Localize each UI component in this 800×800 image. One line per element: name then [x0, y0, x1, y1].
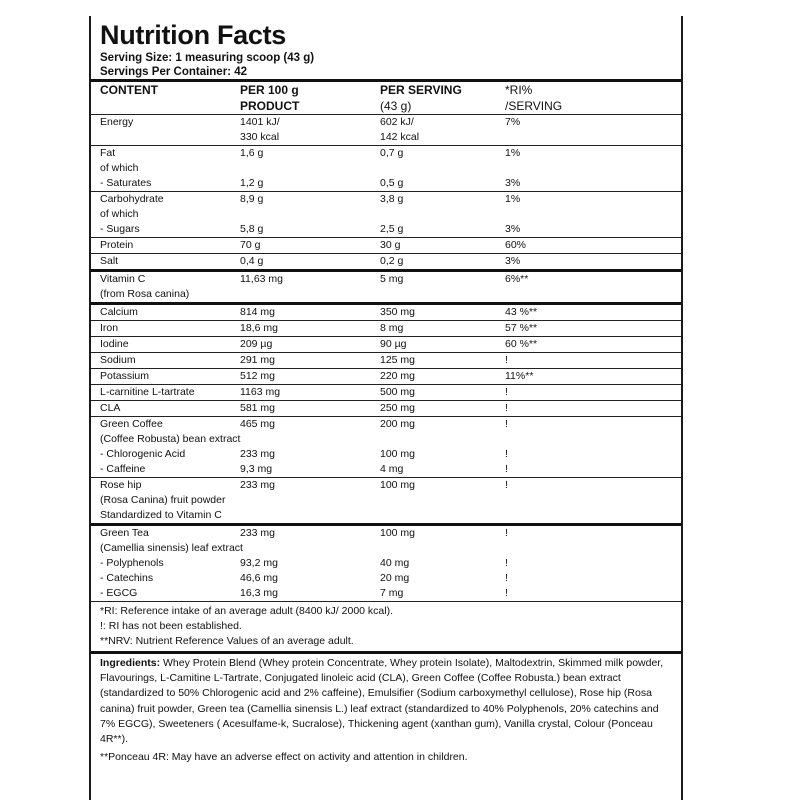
nutrient-name: (Coffee Robusta) bean extract	[100, 433, 241, 445]
per-serving-value	[371, 508, 496, 523]
per-100g-value: 233 mg	[240, 527, 276, 539]
per-100g-value: 814 mg	[240, 306, 276, 318]
per-serving-value: 142 kcal	[380, 131, 420, 143]
nutrient-name: Vitamin C	[100, 273, 146, 285]
nutrient-group	[91, 477, 681, 523]
ri-percent-value: 3%	[505, 223, 521, 235]
nutrient-group	[91, 336, 681, 352]
ri-percent-value	[496, 287, 685, 302]
per-100g-value: 1,6 g	[240, 147, 264, 159]
per-100g-value	[231, 541, 371, 556]
ri-percent-value: 3%	[505, 255, 521, 267]
per-serving-value	[371, 287, 496, 302]
ponceau-note: **Ponceau 4R: May have an adverse effect on activity and attention in children.	[100, 751, 468, 764]
per-100g-value: 581 mg	[240, 402, 276, 414]
nutrient-name: - EGCG	[100, 587, 138, 599]
nutrient-group	[91, 191, 681, 237]
per-serving-value: 40 mg	[380, 557, 410, 569]
nutrient-group	[91, 384, 681, 400]
nutrient-group	[91, 145, 681, 191]
ri-percent-value: !	[505, 479, 508, 491]
ri-percent-value: !	[505, 572, 508, 584]
nutrient-name: - Catechins	[100, 572, 154, 584]
per-100g-value: 16,3 mg	[240, 587, 278, 599]
header-per-100g: PER 100 g PRODUCT	[240, 83, 300, 113]
per-100g-value: 330 kcal	[240, 131, 280, 143]
nutrient-table	[91, 79, 681, 601]
footnotes	[91, 601, 681, 651]
per-100g-value: 465 mg	[240, 418, 276, 430]
nutrient-group	[91, 253, 681, 269]
header-ri-percent: *RI% /SERVING	[505, 83, 563, 113]
per-serving-value: 250 mg	[380, 402, 416, 414]
ingredients-label: Ingredients:	[100, 657, 161, 669]
ri-percent-value: !	[505, 557, 508, 569]
ri-percent-value: !	[505, 418, 508, 430]
nutrient-group	[91, 416, 681, 477]
per-100g-value	[231, 207, 371, 222]
per-100g-value: 512 mg	[240, 370, 276, 382]
nutrient-name: - Sugars	[100, 223, 140, 235]
ri-percent-value	[496, 130, 685, 145]
nutrient-name: of which	[100, 162, 139, 174]
per-serving-value: 5 mg	[380, 273, 404, 285]
per-serving-value: 2,5 g	[380, 223, 404, 235]
per-100g-value: 8,9 g	[240, 193, 264, 205]
nutrient-name: Calcium	[100, 306, 138, 318]
nutrient-name: Salt	[100, 255, 119, 267]
nutrient-group	[91, 320, 681, 336]
nutrient-name: (Rosa Canina) fruit powder	[100, 494, 226, 506]
per-100g-value	[231, 508, 371, 523]
nutrient-group	[91, 114, 681, 145]
ri-percent-value: 1%	[505, 193, 521, 205]
serving-size: Serving Size: 1 measuring scoop (43 g)	[100, 52, 315, 64]
ri-percent-value	[496, 161, 685, 176]
nutrient-name: Standardized to Vitamin C	[100, 509, 222, 521]
ri-percent-value: 1%	[505, 147, 521, 159]
per-100g-value: 11,63 mg	[240, 273, 283, 285]
per-100g-value: 291 mg	[240, 354, 276, 366]
per-100g-value: 233 mg	[240, 448, 276, 460]
nutrient-name: Rose hip	[100, 479, 142, 491]
nutrient-name: Protein	[100, 239, 134, 251]
nutrient-name: CLA	[100, 402, 121, 414]
ri-percent-value	[496, 541, 685, 556]
per-100g-value: 70 g	[240, 239, 261, 251]
per-100g-value: 1,2 g	[240, 177, 264, 189]
per-serving-value: 100 mg	[380, 527, 416, 539]
nutrient-group	[91, 237, 681, 253]
nutrient-name: - Chlorogenic Acid	[100, 448, 186, 460]
per-100g-value: 46,6 mg	[240, 572, 278, 584]
per-serving-value: 90 µg	[380, 338, 407, 350]
ri-percent-value: !	[505, 587, 508, 599]
nutrient-name	[91, 130, 231, 145]
ri-percent-value: 60 %**	[505, 338, 538, 350]
nutrient-name: - Saturates	[100, 177, 152, 189]
per-serving-value: 100 mg	[380, 479, 416, 491]
per-100g-value	[231, 493, 371, 508]
ri-percent-value: !	[505, 354, 508, 366]
ri-percent-value	[496, 508, 685, 523]
nutrient-name: Potassium	[100, 370, 150, 382]
per-serving-value: 0,2 g	[380, 255, 404, 267]
per-serving-value: 20 mg	[380, 572, 410, 584]
ingredients-text: Whey Protein Blend (Whey protein Concentrate, Whey protein Isolate), Maltodextrin, Skimmed milk powder, Flavourings, L-Camitine L-Tartrate, Conjugated linoleic acid (CLA), Green Coffee (Coffee Robusta.) bean extract (standardized to 50% Chlorogenic acid and 2% caffeine), Emulsifier (Sodium carboxymethyl cellulose), Rose hip (Rosa canina) fruit powder, Green tea (Camellia sinensis L.) leaf extract (standardized to 40% Polyphenols, 20% catechins and 7% EGCG), Sweeteners ( Acesulfame-k, Sucralose), Thickening agent (xanthan gum), Vanilla crystal, Colour (Ponceau 4R**).	[100, 657, 664, 746]
per-serving-value: 220 mg	[380, 370, 416, 382]
per-100g-value: 5,8 g	[240, 223, 264, 235]
nutrient-name: L-carnitine L-tartrate	[100, 386, 195, 398]
ri-percent-value: 43 %**	[505, 306, 538, 318]
ri-percent-value: !	[505, 402, 508, 414]
per-100g-value: 209 µg	[240, 338, 273, 350]
per-serving-value: 30 g	[380, 239, 401, 251]
ingredients-block	[91, 651, 681, 767]
per-serving-value: 602 kJ/	[380, 116, 414, 128]
per-100g-value	[231, 161, 371, 176]
per-serving-value: 8 mg	[380, 322, 404, 334]
ri-percent-value	[496, 207, 685, 222]
per-100g-value: 93,2 mg	[240, 557, 278, 569]
label-title: Nutrition Facts	[100, 20, 287, 50]
per-serving-value: 4 mg	[380, 463, 404, 475]
nutrient-name: (from Rosa canina)	[100, 288, 190, 300]
per-100g-value: 1163 mg	[240, 386, 281, 398]
ri-percent-value	[496, 493, 685, 508]
per-serving-value	[371, 432, 496, 447]
ri-percent-value	[496, 432, 685, 447]
per-serving-value	[371, 161, 496, 176]
per-serving-value: 125 mg	[380, 354, 416, 366]
ri-percent-value: !	[505, 463, 508, 475]
header-per-serving: PER SERVING (43 g)	[380, 83, 462, 113]
nutrient-name: (Camellia sinensis) leaf extract	[100, 542, 243, 554]
per-serving-value: 0,5 g	[380, 177, 404, 189]
per-100g-value: 233 mg	[240, 479, 276, 491]
nutrient-group	[91, 302, 681, 320]
per-100g-value: 1401 kJ/	[240, 116, 280, 128]
ri-percent-value: 11%**	[505, 370, 534, 382]
per-100g-value	[231, 287, 371, 302]
nutrient-name: - Caffeine	[100, 463, 146, 475]
per-serving-value: 3,8 g	[380, 193, 404, 205]
per-serving-value	[371, 541, 496, 556]
ri-percent-value: !	[505, 386, 508, 398]
per-100g-value: 0,4 g	[240, 255, 264, 267]
nutrient-group	[91, 523, 681, 601]
nutrient-name: of which	[100, 208, 139, 220]
nutrition-label	[89, 16, 683, 800]
ri-percent-value: 6%**	[505, 273, 529, 285]
nutrient-name: - Polyphenols	[100, 557, 164, 569]
per-serving-value	[371, 493, 496, 508]
nutrient-group	[91, 368, 681, 384]
nutrient-name: Iron	[100, 322, 119, 334]
per-100g-value	[231, 432, 371, 447]
per-serving-value: 350 mg	[380, 306, 416, 318]
ri-percent-value: !	[505, 448, 508, 460]
note-not-established: !: RI has not been established.	[100, 620, 242, 632]
nutrient-name: Fat	[100, 147, 116, 159]
nutrient-name: Carbohydrate	[100, 193, 164, 205]
note-nrv: **NRV: Nutrient Reference Values of an average adult.	[100, 635, 354, 647]
per-serving-value: 200 mg	[380, 418, 416, 430]
per-100g-value: 18,6 mg	[240, 322, 278, 334]
per-serving-value: 500 mg	[380, 386, 416, 398]
ri-percent-value: 60%	[505, 239, 527, 251]
nutrient-name: Green Tea	[100, 527, 149, 539]
header-content: CONTENT	[100, 83, 158, 97]
nutrient-name: Energy	[100, 116, 134, 128]
per-serving-value: 0,7 g	[380, 147, 404, 159]
per-serving-value: 100 mg	[380, 448, 416, 460]
nutrient-name: Sodium	[100, 354, 136, 366]
ri-percent-value: !	[505, 527, 508, 539]
note-ri: *RI: Reference intake of an average adult (8400 kJ/ 2000 kcal).	[100, 605, 394, 617]
table-header	[91, 79, 681, 114]
ri-percent-value: 7%	[505, 116, 521, 128]
ri-percent-value: 57 %**	[505, 322, 538, 334]
nutrient-group	[91, 400, 681, 416]
per-serving-value	[371, 207, 496, 222]
nutrient-group	[91, 352, 681, 368]
nutrient-name: Green Coffee	[100, 418, 163, 430]
nutrient-name: Iodine	[100, 338, 129, 350]
servings-per-container: Servings Per Container: 42	[100, 66, 247, 78]
per-serving-value: 7 mg	[380, 587, 404, 599]
per-100g-value: 9,3 mg	[240, 463, 273, 475]
nutrient-group	[91, 269, 681, 302]
ri-percent-value: 3%	[505, 177, 521, 189]
